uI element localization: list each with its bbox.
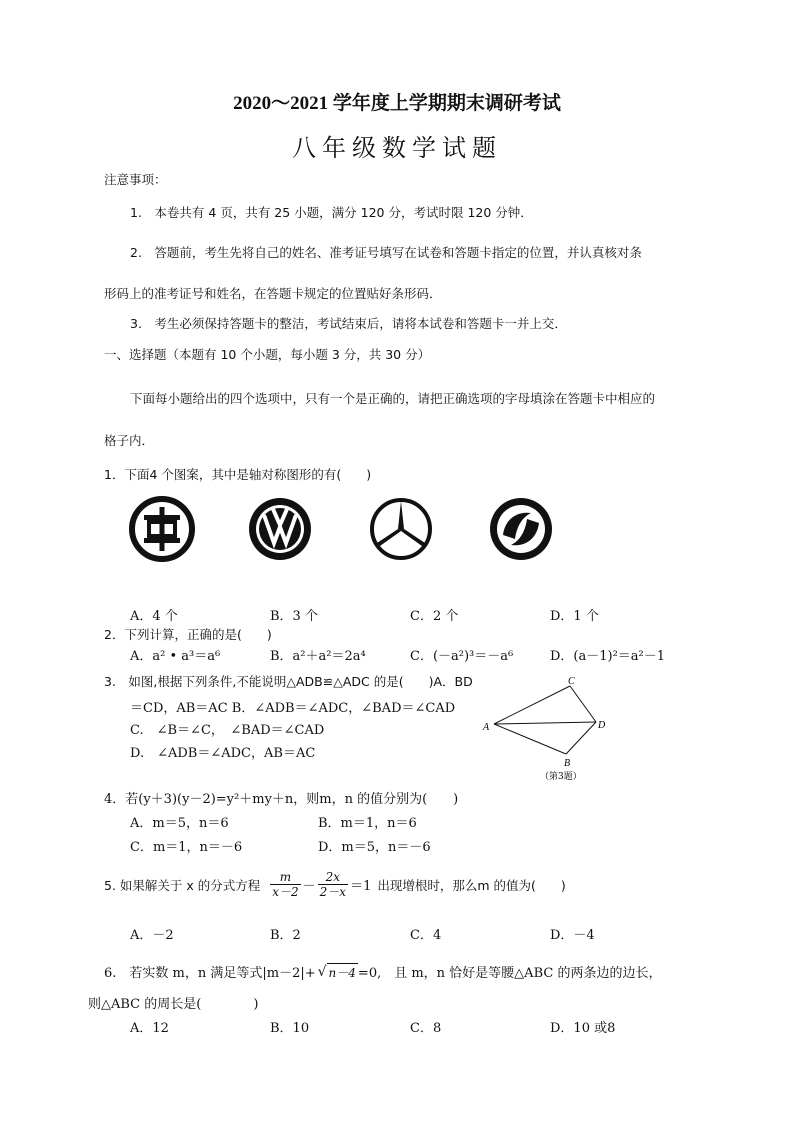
q4-stem: 4．若(y＋3)(y－2)=y²＋my＋n，则m，n 的值分别为( ) (104, 792, 459, 807)
q3-label-d: D (598, 720, 606, 731)
q5-post: 出现增根时，那么m 的值为( ) (377, 877, 566, 893)
q5-option-c: C．4 (410, 928, 442, 943)
q3-line4: D. ∠ADB＝∠ADC，AB＝AC (130, 746, 316, 761)
q4-option-a: A．m＝5，n＝6 (130, 816, 229, 831)
q1-option-c: C．2 个 (410, 609, 459, 624)
sqrt-icon: √ (317, 963, 327, 980)
q6-option-b: B．10 (270, 1021, 310, 1036)
exam-subtitle: 八年级数学试题 (292, 134, 502, 162)
section1-intro-a: 下面每小题给出的四个选项中，只有一个是正确的，请把正确选项的字母填涂在答题卡中相应的 (130, 391, 656, 406)
q5-option-d: D．－4 (550, 928, 595, 943)
q6-pre: 6. 若实数 m，n 满足等式|m－2|+ (104, 966, 316, 981)
q2-option-b: B．a²＋a²＝2a⁴ (270, 649, 366, 664)
q5-pre: 5. 如果解关于 x 的分式方程 (104, 877, 261, 893)
q6-line2: 则△ABC 的周长是( ) (88, 997, 259, 1012)
q6-radicand: n－4 (327, 963, 358, 981)
q6-option-d: D．10 或8 (550, 1021, 616, 1036)
q3-label-b: B (564, 758, 571, 769)
q3-line3: C. ∠B＝∠C， ∠BAD＝∠CAD (130, 723, 325, 738)
dongfeng-logo-icon (487, 495, 555, 563)
q3-figure-caption: （第3题） (540, 772, 582, 782)
q2-option-d: D．(a－1)²＝a²－1 (550, 649, 666, 664)
exam-title: 2020～2021 学年度上学期期末调研考试 (233, 93, 561, 114)
q3-triangle-figure (478, 676, 618, 786)
volkswagen-logo-icon (246, 495, 314, 563)
q1-option-d: D．1 个 (550, 609, 599, 624)
q5-fraction-1 (270, 870, 300, 899)
q3-label-c: C (568, 676, 575, 687)
q3-line1: 3. 如图,根据下列条件,不能说明△ADB≌△ADC 的是( )A．BD (104, 674, 473, 689)
q1-option-b: B．3 个 (270, 609, 318, 624)
note-2a: 2. 答题前，考生先将自己的姓名、准考证号填写在试卷和答题卡指定的位置，并认真核对条 (130, 245, 642, 260)
note-1: 1. 本卷共有 4 页，共有 25 小题，满分 120 分，考试时限 120 分钟． (130, 205, 533, 220)
q6-stem (104, 962, 661, 981)
q5-option-a: A．－2 (130, 928, 174, 943)
q5-frac1-den: x－2 (272, 885, 299, 899)
q2-option-a: A．a² • a³＝a⁶ (130, 649, 221, 664)
q3-label-a: A (483, 722, 490, 733)
bank-logo-icon (128, 495, 196, 563)
q5-option-b: B．2 (270, 928, 301, 943)
q5-fraction-2 (318, 870, 348, 899)
q3-line2: ＝CD，AB＝AC B．∠ADB＝∠ADC，∠BAD＝∠CAD (130, 701, 456, 716)
q5-frac1-num: m (270, 870, 300, 885)
q6-post: =0, 且 m，n 恰好是等腰△ABC 的两条边的边长， (357, 966, 662, 981)
q5-frac2-den: 2－x (319, 885, 347, 899)
q6-option-a: A．12 (130, 1021, 169, 1036)
section1-intro-b: 格子内． (104, 433, 155, 448)
section1-heading: 一、选择题（本题有 10 个小题，每小题 3 分，共 30 分） (104, 347, 431, 362)
mercedes-logo-icon (367, 495, 435, 563)
q5-minus: － (302, 879, 316, 894)
q5-stem (104, 870, 566, 899)
note-3: 3. 考生必须保持答题卡的整洁，考试结束后，请将本试卷和答题卡一并上交． (130, 316, 567, 331)
q5-frac2-num: 2x (318, 870, 348, 885)
q6-option-c: C．8 (410, 1021, 442, 1036)
q5-eq: ＝1 (350, 879, 372, 894)
q1-option-a: A．4 个 (130, 609, 178, 624)
note-2b: 形码上的准考证号和姓名，在答题卡规定的位置贴好条形码． (104, 286, 442, 301)
q1-stem: 1．下面4 个图案，其中是轴对称图形的有( ) (104, 467, 372, 482)
q2-option-c: C．(－a²)³＝－a⁶ (410, 649, 514, 664)
q4-option-d: D．m＝5，n＝－6 (318, 840, 431, 855)
notes-heading: 注意事项： (104, 172, 167, 187)
q2-stem: 2．下列计算，正确的是( ) (104, 627, 272, 642)
q4-option-b: B．m＝1，n＝6 (318, 816, 417, 831)
q4-option-c: C．m＝1，n＝－6 (130, 840, 243, 855)
